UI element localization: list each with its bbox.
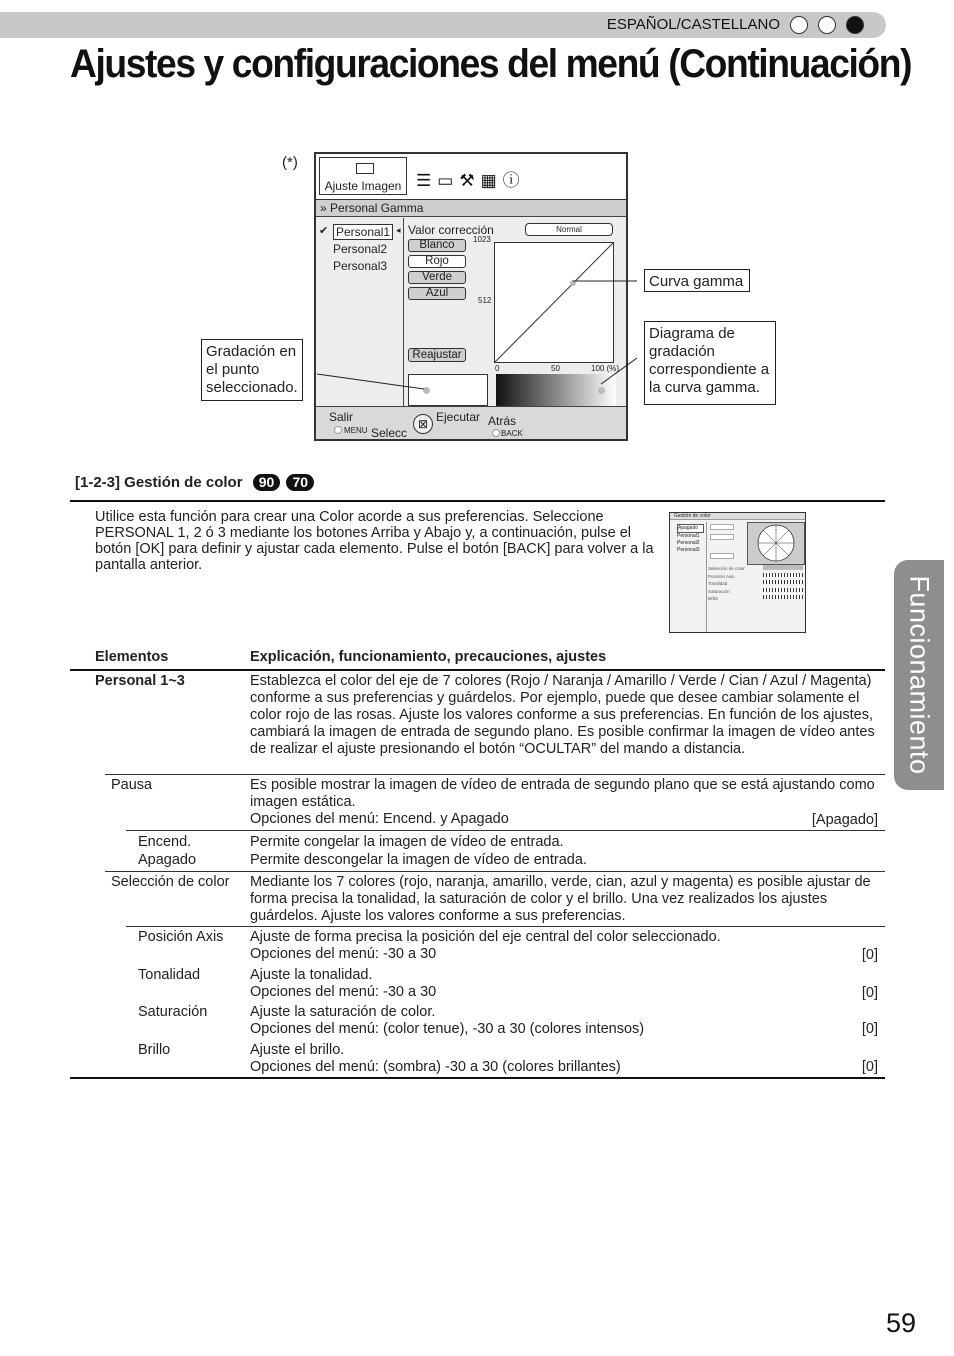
- y-tick: 512: [478, 296, 492, 305]
- mini-bar: [763, 565, 803, 570]
- section-title: [1-2-3] Gestión de color: [75, 474, 243, 491]
- side-tab: [894, 560, 944, 790]
- selecc-label: Selecc: [371, 426, 408, 440]
- row-label-brillo: Brillo: [138, 1042, 171, 1058]
- row-text-posicion-axis: [250, 929, 850, 963]
- saturacion-options: Opciones del menú: (color tenue), -30 a 30 (colores intensos): [250, 1021, 645, 1037]
- channel-button: Verde: [408, 271, 466, 284]
- row-divider: [126, 926, 885, 927]
- channel-button: Blanco: [408, 239, 466, 252]
- mini-color-wheel: [748, 523, 804, 564]
- page-number: 59: [886, 1308, 917, 1338]
- valor-correccion-label: Valor corrección: [408, 223, 494, 237]
- mini-field: [710, 553, 734, 559]
- channel-button: Azul: [408, 287, 466, 300]
- callout-gradacion: Gradación en el punto seleccionado.: [201, 339, 303, 401]
- posicion-axis-description: Ajuste de forma precisa la posición del eje central del color seleccionado.: [250, 929, 721, 945]
- row-text-brillo: [250, 1042, 850, 1076]
- mini-title: Gestión de color: [670, 513, 805, 520]
- wrench-icon: ⚒: [459, 171, 481, 190]
- color-management-screenshot: [669, 512, 806, 633]
- row-label-pausa: Pausa: [111, 777, 153, 793]
- pausa-default: [Apagado]: [811, 812, 878, 828]
- row-text-encend: Permite congelar la imagen de vídeo de entrada.: [250, 834, 564, 850]
- brillo-options: Opciones del menú: (sombra) -30 a 30 (colores brillantes): [250, 1059, 621, 1075]
- posicion-axis-options: Opciones del menú: -30 a 30: [250, 946, 437, 962]
- table-header-elementos: Elementos: [95, 649, 169, 665]
- row-label-saturacion: Saturación: [138, 1004, 208, 1020]
- tab-label: Ajuste Imagen: [324, 179, 402, 193]
- mini-list: [677, 524, 704, 554]
- row-label-posicion-axis: Posición Axis: [138, 929, 224, 945]
- tonalidad-options: Opciones del menú: -30 a 30: [250, 984, 437, 1000]
- table-bottom-rule: [70, 1077, 885, 1079]
- saturacion-description: Ajuste la saturación de color.: [250, 1004, 436, 1020]
- sliders-icon: ☰: [416, 171, 438, 190]
- section-heading: [75, 474, 314, 491]
- chevrons-icon: »: [320, 201, 327, 215]
- navigation-pad-icon: ⊠: [413, 414, 433, 434]
- row-text-saturacion: [250, 1004, 850, 1038]
- mini-item: Personal3: [677, 547, 700, 553]
- brillo-description: Ajuste el brillo.: [250, 1042, 345, 1058]
- reajustar-button: Reajustar: [408, 348, 466, 362]
- pausa-options: Opciones del menú: Encend. y Apagado: [250, 811, 509, 827]
- ejecutar-label: Ejecutar: [436, 410, 481, 424]
- model-badge: 70: [286, 474, 314, 491]
- arrow-left-icon: ◂: [396, 225, 401, 235]
- table-header-rule: [70, 669, 885, 671]
- row-text-seleccion: Mediante los 7 colores (rojo, naranja, amarillo, verde, cian, azul y magenta) es posible ajustar de forma precisa la tonalidad, la saturación de color y el brillo. Una vez realizados los ajustes guárdelos. Ajuste los valores conforme a sus preferencias.: [250, 874, 871, 924]
- row-text-personal: Establezca el color del eje de 7 colores (Rojo / Naranja / Amarillo / Verde / Cian / Azul / Magenta) conforme a sus preferencias y guárdelos. Por ejemplo, puede que desee cambiar solamente el color rojo de las rosas. Ajuste los valores conforme a sus preferencias. En función de los ajustes, cambiará la imagen de entrada de segundo plano. Es posible confirmar la imagen de vídeo antes de realizar el ajuste presionando el botón “OCULTAR” del mando a distancia.: [250, 673, 875, 757]
- asterisk-note: (*): [282, 154, 298, 171]
- x-tick: 0: [495, 364, 500, 373]
- mini-row: Tonalidad: [708, 581, 728, 586]
- language-label: ESPAÑOL/CASTELLANO: [606, 16, 780, 33]
- osd-section-title: Personal Gamma: [330, 201, 424, 215]
- mini-row: Saturación: [708, 588, 730, 594]
- menu-label: MENU: [344, 426, 368, 435]
- mini-slider: [763, 580, 803, 584]
- row-divider: [105, 871, 885, 872]
- grid-icon: ▦: [480, 171, 503, 190]
- mini-slider: [763, 588, 803, 592]
- x-tick: 50: [551, 364, 560, 373]
- row-label-tonalidad: Tonalidad: [138, 967, 201, 983]
- row-text-tonalidad: [250, 967, 850, 1001]
- atras-label: Atrás: [488, 414, 517, 428]
- info-icon: ⓘ: [502, 171, 526, 190]
- table-header-explicacion: Explicación, funcionamiento, precauciones, ajustes: [250, 649, 607, 665]
- row-text-pausa: [250, 777, 880, 828]
- callout-diagrama: Diagrama de gradación correspondiente a la curva gamma.: [644, 321, 776, 405]
- side-tab-label: Funcionamiento: [904, 575, 935, 775]
- brillo-default: [0]: [861, 1059, 878, 1075]
- mini-color-wheel-box: [747, 522, 805, 565]
- salir-label: Salir: [329, 410, 354, 424]
- channel-button: Rojo: [408, 255, 466, 268]
- model-badge: 90: [253, 474, 281, 491]
- mini-row: Selección de color: [708, 566, 745, 571]
- row-label-apagado: Apagado: [138, 852, 197, 868]
- row-label-personal: Personal 1~3: [95, 673, 185, 689]
- page-title: Ajustes y configuraciones del menú (Continuación): [70, 42, 912, 86]
- tonalidad-description: Ajuste la tonalidad.: [250, 967, 373, 983]
- row-text-apagado: Permite descongelar la imagen de vídeo de entrada.: [250, 852, 587, 868]
- section-intro: Utilice esta función para crear una Color acorde a sus preferencias. Seleccione PERSONAL 1, 2 ó 3 mediante los botones Arriba y Abajo y, a continuación, pulse el botón [OK] para definir y ajustar cada elemento. Pulse el botón [BACK] para volver a la pantalla anterior.: [95, 509, 654, 573]
- mini-slider: [763, 595, 803, 599]
- tonalidad-default: [0]: [861, 985, 878, 1001]
- back-label: BACK: [501, 429, 523, 438]
- mini-divider: [706, 522, 707, 632]
- normal-select: Normal: [525, 223, 613, 236]
- section-rule: [70, 500, 885, 502]
- row-label-seleccion: Selección de color: [111, 874, 230, 890]
- saturacion-default: [0]: [861, 1021, 878, 1037]
- mini-item: Personal1: [677, 533, 700, 539]
- check-icon: ✔: [319, 225, 329, 237]
- row-divider: [126, 830, 885, 831]
- callout-curva-gamma: Curva gamma: [644, 269, 750, 292]
- posicion-axis-default: [0]: [861, 947, 878, 963]
- mini-field: [710, 534, 734, 540]
- mini-row: Brillo: [708, 596, 719, 601]
- screen-icon: ▭: [437, 171, 460, 190]
- mini-item: Apagado: [677, 524, 704, 533]
- mini-row: Posición Axis: [708, 573, 735, 579]
- row-label-encend: Encend.: [138, 834, 192, 850]
- row-divider: [105, 774, 885, 775]
- personal-item: Personal3: [333, 259, 388, 273]
- mini-field: [710, 524, 734, 530]
- personal-item: Personal2: [333, 242, 388, 256]
- mini-item: Personal2: [677, 540, 700, 546]
- leader-lines: [0, 0, 954, 460]
- x-tick: 100 (%): [591, 364, 620, 373]
- mini-slider: [763, 573, 803, 577]
- personal-item: Personal1: [333, 224, 393, 240]
- y-tick: 1023: [473, 235, 491, 244]
- pausa-description: Es posible mostrar la imagen de vídeo de entrada de segundo plano que se está ajustando como imagen estática.: [250, 777, 875, 810]
